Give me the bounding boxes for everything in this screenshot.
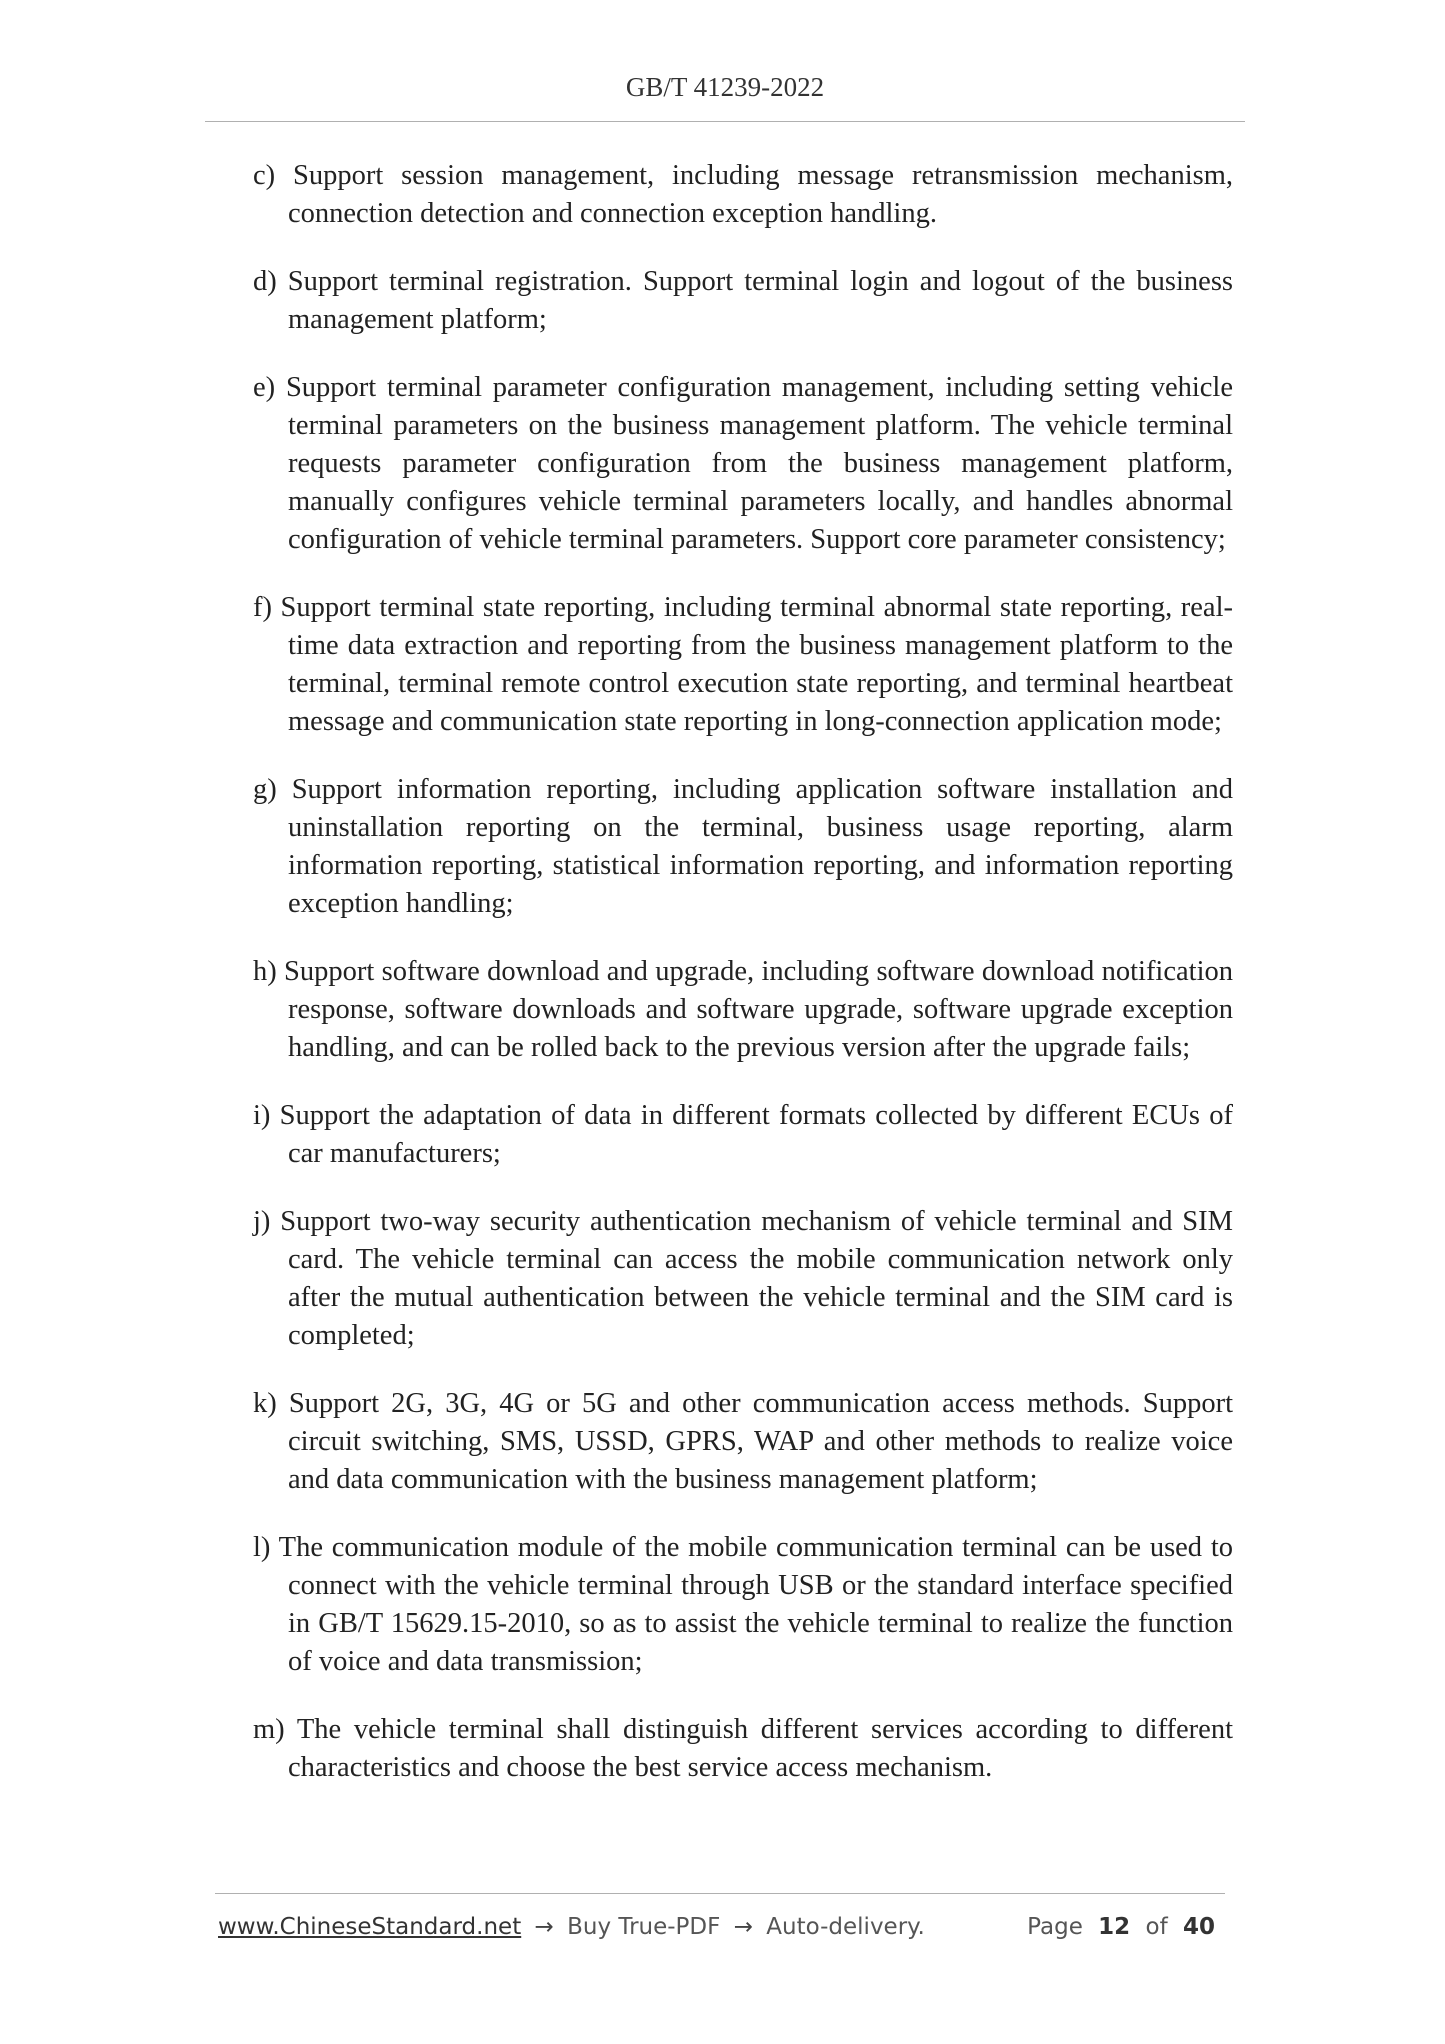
page-header-title: GB/T 41239-2022 [625,72,825,102]
auto-delivery-text: Auto-delivery. [766,1914,925,1940]
list-item-c: c) Support session management, including message retransmission mechanism, connection detection and connection exception handling. [253,160,1233,229]
page-number [1027,1914,1223,1940]
list-item-f: f) Support terminal state reporting, including terminal abnormal state reporting, real-time data extraction and reporting from the business management platform to the terminal, terminal remote control execution state reporting, and terminal heartbeat message and communication state reporting in long-connection application mode; [253,592,1233,737]
buy-pdf-text: Buy True-PDF [567,1914,721,1940]
list-item-l: l) The communication module of the mobile communication terminal can be used to connect with the vehicle terminal through USB or the standard interface specified in GB/T 15629.15-2010, so as to assist the vehicle terminal to realize the function of voice and data transmission; [253,1532,1233,1677]
page-footer [218,1914,1223,1940]
list-item-g: g) Support information reporting, including application software installation and uninstallation reporting on the terminal, business usage reporting, alarm information reporting, statistical information reporting, and information reporting exception handling; [253,774,1233,919]
arrow-right-icon: → [534,1914,554,1940]
arrow-right-icon: → [733,1914,753,1940]
list-item-m: m) The vehicle terminal shall distinguish different services according to different characteristics and choose the best service access mechanism. [253,1714,1233,1783]
list-item-d: d) Support terminal registration. Support terminal login and logout of the business management platform; [253,266,1233,335]
document-body [253,157,1233,1817]
list-item-i: i) Support the adaptation of data in different formats collected by different ECUs of car manufacturers; [253,1100,1233,1169]
list-item-e: e) Support terminal parameter configuration management, including setting vehicle terminal parameters on the business management platform. The vehicle terminal requests parameter configuration from the business management platform, manually configures vehicle terminal parameters locally, and handles abnormal configuration of vehicle terminal parameters. Support core parameter consistency; [253,372,1233,555]
list-item-h: h) Support software download and upgrade, including software download notification response, software downloads and software upgrade, software upgrade exception handling, and can be rolled back to the previous version after the upgrade fails; [253,956,1233,1063]
page-total: 40 [1182,1914,1215,1940]
page-of: of [1145,1914,1168,1940]
header-divider [205,121,1245,122]
website-link[interactable]: www.ChineseStandard.net [218,1914,522,1940]
footer-divider [215,1893,1225,1894]
list-item-k: k) Support 2G, 3G, 4G or 5G and other communication access methods. Support circuit switching, SMS, USSD, GPRS, WAP and other methods to realize voice and data communication with the business management platform; [253,1388,1233,1495]
page-label: Page [1027,1914,1083,1940]
page-current: 12 [1098,1914,1131,1940]
list-item-j: j) Support two-way security authentication mechanism of vehicle terminal and SIM card. The vehicle terminal can access the mobile communication network only after the mutual authentication between the vehicle terminal and the SIM card is completed; [253,1206,1233,1351]
